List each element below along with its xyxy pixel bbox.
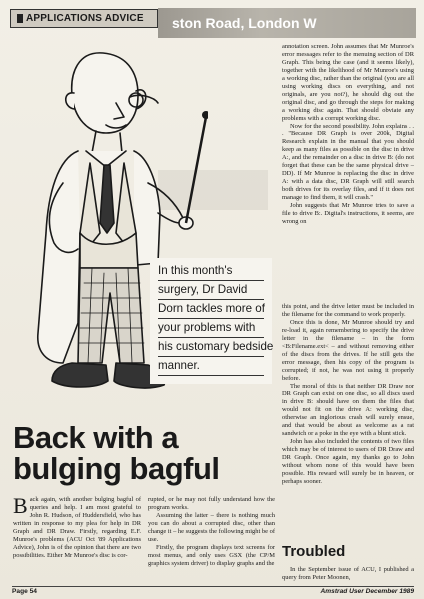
body-paragraph: Firstly, the program displays text screens for most menus, and only uses GSX (the CP/M graphics system driver) to display graphs and the <box>148 543 275 567</box>
page-number: Page 54 <box>12 588 37 595</box>
standfirst-line: your problems with <box>158 319 264 338</box>
body-paragraph: John suggests that Mr Munroe tries to save a file to drive B:. Digital's instructions, it seems, are wrong on <box>282 202 414 225</box>
drop-cap: B <box>13 493 28 518</box>
body-column-1 <box>13 493 141 560</box>
body-paragraph: The moral of this is that neither DR Draw nor DR Graph can exist on one disc, so all discs used in drive B: should have on them the files that would not fit on the drive A: working disc, otherwise an inglorious crash will surely ensue, and that would be about as welcome as a rat sandwich or a poke in the eye with a blunt stick. <box>282 382 414 438</box>
body-column-3 <box>282 43 414 226</box>
headline-line-2: bulging bagful <box>13 451 220 486</box>
article-headline <box>13 422 283 484</box>
page-footer <box>12 586 414 595</box>
body-column-5 <box>282 566 414 582</box>
body-paragraph: Once this is done, Mr Munroe should try and re-load it, again remembering to specify the drive letter in the filename – in the form <B:Filename.ext< – and without removing either of the discs from the drives. If he still gets the error message, then his copy of the program is corrupted; if not, he was not using it properly before. <box>282 318 414 382</box>
paragraph-text: ack again, with another bulging bagful of queries and help. I am most grateful to John R. Hudson, of Huddersfield, who has written in response to my plea for help in DR Graph and DR Draw. Firstly, regarding E.F. Munroe's problems (ACU Oct '89 Applications Advice), John is of the opinion that there are two possibilities. Either Mr Munroe's disc is cor- <box>13 496 141 559</box>
standfirst-line: surgery, Dr David <box>158 281 264 300</box>
section-tab <box>10 9 158 28</box>
standfirst-line: Dorn tackles more of <box>158 300 264 319</box>
body-paragraph: John has also included the contents of two files which may be of interest to users of DR Draw and DR Graph. Once again, my thanks go to John without whom none of this would have been possible. His reward will surely be in heaven, or perhaps sooner. <box>282 438 414 485</box>
standfirst-box <box>150 258 272 384</box>
section-label: APPLICATIONS ADVICE <box>26 13 144 24</box>
header-photo-text: ston Road, London W <box>172 15 317 31</box>
body-column-4 <box>282 303 414 486</box>
tab-square-icon <box>17 14 23 23</box>
magazine-issue: Amstrad User December 1989 <box>320 588 414 595</box>
body-paragraph: Assuming the latter – there is nothing much you can do about a corrupted disc, other than change it – he suggests the following might be of use. <box>148 511 275 543</box>
body-paragraph: this point, and the drive letter must be included in the filename for the command to work properly. <box>282 303 414 318</box>
headline-line-1: Back with a <box>13 420 179 455</box>
body-paragraph <box>13 493 141 560</box>
subheading-troubled: Troubled <box>282 543 346 560</box>
standfirst-line: manner. <box>158 357 264 376</box>
standfirst-line: In this month's <box>158 262 264 281</box>
body-paragraph: rupted, or he may not fully understand how the program works. <box>148 496 275 511</box>
body-paragraph: annotation screen. John assumes that Mr Munroe's error messages refer to the menuing section of DR Graph. This being the case (and it seems likely), together with the likelihood of Mr Munroe's using a working disc, rather than the original (you are all using working discs on everything, and not originals, are you not?), he should dig out the original disc, and go through the steps for making a working disc again. That should obviate any problems with a corrupt working disc. <box>282 43 414 122</box>
standfirst-line: his customary bedside <box>158 338 264 357</box>
body-column-2 <box>148 496 275 568</box>
body-paragraph: Now for the second possibility. John explains . . . "Because DR Graph is over 200k, Digital Research explain in the manual that you should keep as many files as possible on the disc in drive A:, and the remainder on a disc in drive B: (do not forget that these can be the same physical drive – DD). If Mr Munroe is replacing the disc in drive A: with a data disc, DR Graph will still search both drives for its overlay files, and if it does not manage to find them, it will crash." <box>282 122 414 202</box>
body-paragraph: In the September issue of ACU, I published a query from Peter Moonen, <box>282 566 414 581</box>
